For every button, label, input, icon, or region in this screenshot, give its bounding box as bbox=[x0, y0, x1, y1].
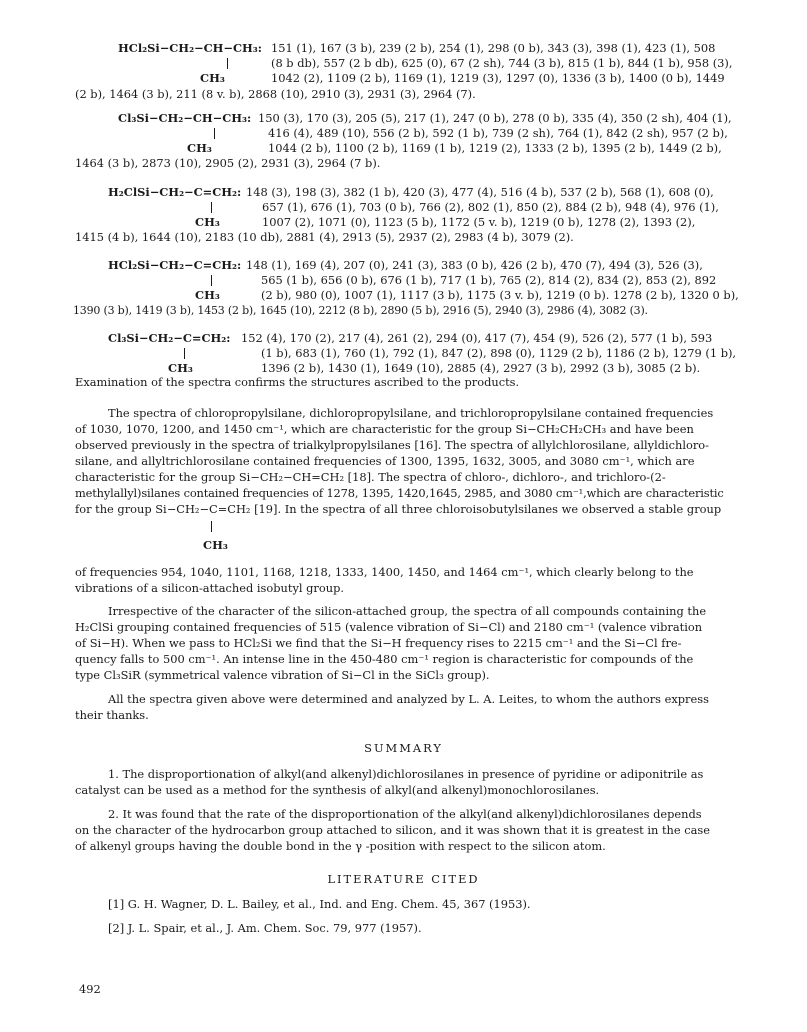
spectrum-5-line-2: (1 b), 683 (1), 760 (1), 792 (1), 847 (2), 898 (0), 1129 (2 b), 1186 (2 b), 1279 (1 b), bbox=[261, 346, 737, 360]
para2-line: quency falls to 500 cm⁻¹. An intense line in the 450-480 cm⁻¹ region is characteristic for compounds of the bbox=[75, 652, 694, 666]
para1-line: for the group Si−CH₂−C=CH₂ [19]. In the spectra of all three chloroisobutylsilanes we observed a stable group bbox=[75, 502, 722, 516]
para1-branch-bond bbox=[211, 521, 212, 532]
branch-1: CH₃ bbox=[200, 71, 225, 85]
para2-line: H₂ClSi grouping contained frequencies of 515 (valence vibration of Si−Cl) and 2180 cm⁻¹ (valence vibration bbox=[75, 620, 703, 634]
formula-1: HCl₂Si−CH₂−CH−CH₃: bbox=[118, 41, 262, 55]
para2-line: Irrespective of the character of the silicon-attached group, the spectra of all compounds containing the bbox=[108, 604, 707, 618]
formula-4: HCl₂Si−CH₂−C=CH₂: bbox=[108, 258, 242, 272]
para1-line: characteristic for the group Si−CH₂−CH=CH₂ [18]. The spectra of chloro-, dichloro-, and trichloro-(2- bbox=[75, 470, 666, 484]
spectrum-2-line-1: 150 (3), 170 (3), 205 (5), 217 (1), 247 (0 b), 278 (0 b), 335 (4), 350 (2 sh), 404 (1), bbox=[258, 111, 732, 125]
summary1-line: 1. The disproportionation of alkyl(and alkenyl)dichlorosilanes in presence of pyridine or adiponitrile as bbox=[108, 767, 704, 781]
summary2-line: 2. It was found that the rate of the disproportionation of the alkyl(and alkenyl)dichlorosilanes depends bbox=[108, 807, 702, 821]
formula-5: Cl₃Si−CH₂−C=CH₂: bbox=[108, 331, 231, 345]
para1-branch: CH₃ bbox=[203, 538, 228, 552]
para2-line: of Si−H). When we pass to HCl₂Si we find that the Si−H frequency rises to 2215 cm⁻¹ and the Si−Cl fre- bbox=[75, 636, 682, 650]
spectrum-5-line-3: 1396 (2 b), 1430 (1), 1649 (10), 2885 (4), 2927 (3 b), 2992 (3 b), 3085 (2 b). bbox=[261, 361, 701, 375]
para1-line: The spectra of chloropropylsilane, dichloropropylsilane, and trichloropropylsilane contained frequencies bbox=[108, 406, 714, 420]
spectrum-1-line-1: 151 (1), 167 (3 b), 239 (2 b), 254 (1), 298 (0 b), 343 (3), 398 (1), 423 (1), 508 bbox=[271, 41, 716, 55]
summary1-line: catalyst can be used as a method for the synthesis of alkyl(and alkenyl)monochlorosilanes. bbox=[75, 783, 600, 797]
summary2-line: of alkenyl groups having the double bond in the γ -position with respect to the silicon atom. bbox=[75, 839, 606, 853]
formula-3: H₂ClSi−CH₂−C=CH₂: bbox=[108, 185, 242, 199]
reference-1: [1] G. H. Wagner, D. L. Bailey, et al., Ind. and Eng. Chem. 45, 367 (1953). bbox=[108, 897, 531, 911]
spectrum-1-line-3: 1042 (2), 1109 (2 b), 1169 (1), 1219 (3), 1297 (0), 1336 (3 b), 1400 (0 b), 1449 bbox=[271, 71, 725, 85]
spectrum-4-line-3: (2 b), 980 (0), 1007 (1), 1117 (3 b), 1175 (3 v. b), 1219 (0 b). 1278 (2 b), 1320 0 b), bbox=[261, 288, 739, 302]
branch-3: CH₃ bbox=[195, 215, 220, 229]
para3-line: their thanks. bbox=[75, 708, 149, 722]
spectrum-4-line-1: 148 (1), 169 (4), 207 (0), 241 (3), 383 (0 b), 426 (2 b), 470 (7), 494 (3), 526 (3), bbox=[246, 258, 703, 272]
branch-2: CH₃ bbox=[187, 141, 212, 155]
branch-bond-5 bbox=[184, 348, 185, 359]
branch-bond-3 bbox=[211, 202, 212, 213]
page-number: 492 bbox=[79, 982, 101, 996]
spectrum-3-line-1: 148 (3), 198 (3), 382 (1 b), 420 (3), 477 (4), 516 (4 b), 537 (2 b), 568 (1), 608 (0), bbox=[246, 185, 714, 199]
para3-line: All the spectra given above were determined and analyzed by L. A. Leites, to whom the authors express bbox=[108, 692, 709, 706]
spectrum-5-line-1: 152 (4), 170 (2), 217 (4), 261 (2), 294 (0), 417 (7), 454 (9), 526 (2), 577 (1 b), 593 bbox=[241, 331, 713, 345]
spectrum-1-line-4: (2 b), 1464 (3 b), 211 (8 v. b), 2868 (10), 2910 (3), 2931 (3), 2964 (7). bbox=[75, 87, 476, 101]
spectrum-4-line-4: 1390 (3 b), 1419 (3 b), 1453 (2 b), 1645 (10), 2212 (8 b), 2890 (5 b), 2916 (5), 2940 (3), 2986 (4), 3082 (3). bbox=[73, 304, 648, 317]
para2-line: type Cl₃SiR (symmetrical valence vibration of Si−Cl in the SiCl₃ group). bbox=[75, 668, 490, 682]
branch-bond-4 bbox=[211, 275, 212, 286]
summary-heading: SUMMARY bbox=[364, 741, 443, 755]
para1-line: observed previously in the spectra of trialkylpropylsilanes [16]. The spectra of allylchlorosilane, allyldichloro- bbox=[75, 438, 710, 452]
summary2-line: on the character of the hydrocarbon group attached to silicon, and it was shown that it is greatest in the case bbox=[75, 823, 710, 837]
branch-5: CH₃ bbox=[168, 361, 193, 375]
para1-line: methylallyl)silanes contained frequencies of 1278, 1395, 1420,1645, 2985, and 3080 cm⁻¹,which are characteristic bbox=[75, 486, 724, 500]
para1-line: vibrations of a silicon-attached isobutyl group. bbox=[75, 581, 344, 595]
branch-bond-1 bbox=[227, 58, 228, 69]
spectrum-2-line-3: 1044 (2 b), 1100 (2 b), 1169 (1 b), 1219 (2), 1333 (2 b), 1395 (2 b), 1449 (2 b), bbox=[268, 141, 722, 155]
spectrum-3-line-4: 1415 (4 b), 1644 (10), 2183 (10 db), 2881 (4), 2913 (5), 2937 (2), 2983 (4 b), 3079 (2). bbox=[75, 230, 574, 244]
spectrum-1-line-2: (8 b db), 557 (2 b db), 625 (0), 67 (2 sh), 744 (3 b), 815 (1 b), 844 (1 b), 958 (3), bbox=[271, 56, 733, 70]
spectrum-2-line-4: 1464 (3 b), 2873 (10), 2905 (2), 2931 (3), 2964 (7 b). bbox=[75, 156, 381, 170]
reference-2: [2] J. L. Spair, et al., J. Am. Chem. Soc. 79, 977 (1957). bbox=[108, 921, 422, 935]
spectrum-3-line-3: 1007 (2), 1071 (0), 1123 (5 b), 1172 (5 v. b), 1219 (0 b), 1278 (2), 1393 (2), bbox=[262, 215, 696, 229]
examination-sentence: Examination of the spectra confirms the structures ascribed to the products. bbox=[75, 375, 520, 389]
branch-4: CH₃ bbox=[195, 288, 220, 302]
spectrum-2-line-2: 416 (4), 489 (10), 556 (2 b), 592 (1 b), 739 (2 sh), 764 (1), 842 (2 sh), 957 (2 b), bbox=[268, 126, 728, 140]
spectrum-3-line-2: 657 (1), 676 (1), 703 (0 b), 766 (2), 802 (1), 850 (2), 884 (2 b), 948 (4), 976 (1), bbox=[262, 200, 719, 214]
para1-line: silane, and allyltrichlorosilane contained frequencies of 1300, 1395, 1632, 3005, and 3080 cm⁻¹, which are bbox=[75, 454, 695, 468]
branch-bond-2 bbox=[214, 128, 215, 139]
para1-line: of frequencies 954, 1040, 1101, 1168, 1218, 1333, 1400, 1450, and 1464 cm⁻¹, which clearly belong to the bbox=[75, 565, 694, 579]
spectrum-4-line-2: 565 (1 b), 656 (0 b), 676 (1 b), 717 (1 b), 765 (2), 814 (2), 834 (2), 853 (2), 892 bbox=[261, 273, 717, 287]
para1-line: of 1030, 1070, 1200, and 1450 cm⁻¹, which are characteristic for the group Si−CH₂CH₂CH₃ and have been bbox=[75, 422, 694, 436]
formula-2: Cl₃Si−CH₂−CH−CH₃: bbox=[118, 111, 252, 125]
literature-heading: LITERATURE CITED bbox=[327, 872, 480, 886]
